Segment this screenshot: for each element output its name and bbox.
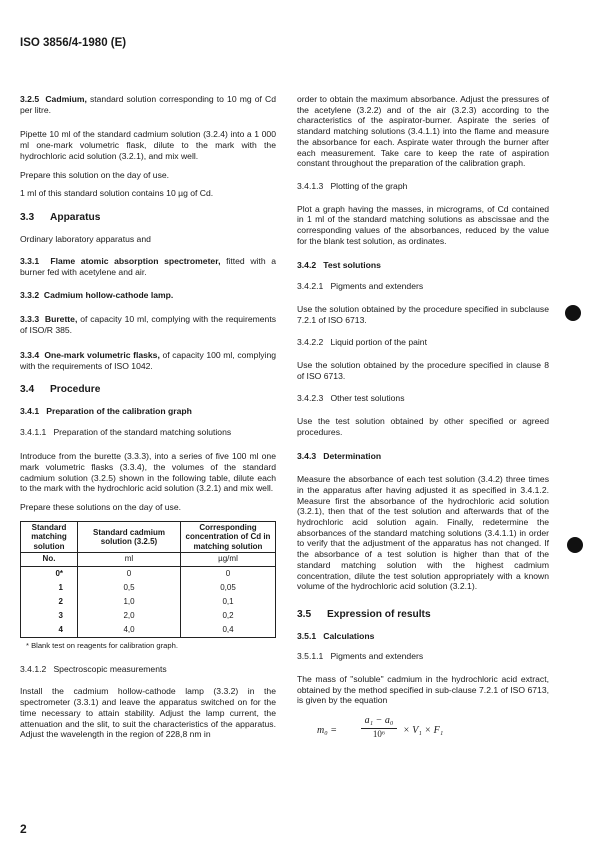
- section-3-4-2-heading: 3.4.2 Test solutions: [297, 260, 381, 271]
- section-3-2-5: 3.2.5 Cadmium, standard solution corresponding to 10 mg of Cd per litre.: [20, 94, 276, 115]
- paragraph: Prepare this solution on the day of use.: [20, 169, 170, 180]
- table-row: 4 4,0 0,4: [21, 623, 276, 638]
- paragraph: Ordinary laboratory apparatus and: [20, 233, 151, 244]
- equation-rhs: × V₁ × F₁: [403, 725, 444, 737]
- table-unit-no: No.: [21, 553, 78, 567]
- table-unit-ml: ml: [78, 553, 181, 567]
- document-header: ISO 3856/4-1980 (E): [20, 37, 127, 49]
- section-3-5-heading: 3.5 Expression of results: [297, 608, 431, 620]
- equation-lhs: m₀ =: [317, 725, 337, 737]
- table-row: 0* 0 0: [21, 567, 276, 582]
- equation-fraction: [361, 716, 397, 739]
- paragraph: 1 ml of this standard solution contains 10 µg of Cd.: [20, 188, 214, 199]
- right-column: [297, 94, 549, 750]
- table-header-no: Standard matching solution: [21, 521, 78, 553]
- paragraph: Measure the absorbance of each test solution (3.4.2) three times in the apparatus after having adjusted it as specified in 3.4.1.2. Measure first the absorbance of the hydrochloric acid solution (3.2.1), then that of the test solution and afterwards that of the hydrochloric acid solution again. Finally, redetermine the absorbances of the standard matching solutions (3.4.1.1) in order to verify that the adjustment of the apparatus has not changed. If the absorbance of a test solution is higher than that of the standard matching solution with the highest cadmium concentration, dilute the test solution appropriately with a known volume of the hydrochloric acid solution (3.2.1).: [297, 474, 549, 592]
- paragraph: Prepare these solutions on the day of use.: [20, 502, 181, 513]
- section-3-5-1-heading: 3.5.1 Calculations: [297, 630, 375, 641]
- paragraph: Use the solution obtained by the procedure specified in clause 8 of ISO 6713.: [297, 359, 549, 381]
- section-3-4-2-2-heading: 3.4.2.2 Liquid portion of the paint: [297, 337, 427, 348]
- equation-denominator: 10⁶: [372, 728, 386, 739]
- paragraph: Plot a graph having the masses, in micrograms, of Cd contained in 1 ml of the standard matching solutions as abscissae and the corresponding values of the absorbances, reduced by the value for the blank test solution, as ordinates.: [297, 203, 549, 246]
- section-3-4-1-3-heading: 3.4.1.3 Plotting of the graph: [297, 180, 408, 191]
- table-row: 1 0,5 0,05: [21, 581, 276, 595]
- table-unit-conc: µg/ml: [181, 553, 276, 567]
- equation: [317, 716, 549, 750]
- section-3-4-1-2-heading: 3.4.1.2 Spectroscopic measurements: [20, 663, 167, 674]
- paragraph: The mass of "soluble" cadmium in the hydrochloric acid extract, obtained by the method specified in sub-clause 7.2.1 of ISO 6713, is given by the equation: [297, 674, 549, 706]
- equation-numerator: a₁ − a₀: [361, 716, 397, 729]
- table-row: 3 2,0 0,2: [21, 609, 276, 623]
- left-column: [20, 94, 276, 748]
- margin-bullet-icon: [565, 305, 581, 321]
- section-3-4-1-1-heading: 3.4.1.1 Preparation of the standard matching solutions: [20, 426, 232, 437]
- table-header-ml: Standard cadmium solution (3.2.5): [78, 521, 181, 553]
- page-number: 2: [20, 822, 27, 836]
- paragraph: Use the test solution obtained by other specified or agreed procedures.: [297, 416, 549, 437]
- paragraph: Install the cadmium hollow-cathode lamp (3.3.2) in the spectrometer (3.3.1) and leave the apparatus switched on for the time necessary to attain stability. Adjust the lamp current, the attenuation and the slit, to suit the characteristics of the apparatus. Adjust the wavelength in the region of 228,8 nm in: [20, 686, 276, 740]
- section-3-3-1: 3.3.1 Flame atomic absorption spectrometer, fitted with a burner fed with acetylene and air.: [20, 256, 276, 278]
- section-3-3-2: 3.3.2 Cadmium hollow-cathode lamp.: [20, 289, 174, 300]
- section-3-4-1-heading: 3.4.1 Preparation of the calibration graph: [20, 405, 192, 416]
- paragraph: Introduce from the burette (3.3.3), into a series of five 100 ml one mark volumetric flasks (3.3.4), the volumes of the standard cadmium solution (3.2.5) shown in the following table, dilute each to the mark with the hydrochloric acid solution (3.2.1) and mix well.: [20, 451, 276, 494]
- table-row: 2 1,0 0,1: [21, 595, 276, 609]
- section-3-4-heading: 3.4 Procedure: [20, 384, 101, 396]
- calibration-table: [20, 521, 276, 638]
- section-3-5-1-1-heading: 3.5.1.1 Pigments and extenders: [297, 651, 424, 662]
- section-3-4-2-1-heading: 3.4.2.1 Pigments and extenders: [297, 281, 424, 292]
- table-header-conc: Corresponding concentration of Cd in matching solution: [181, 521, 276, 553]
- paragraph: Pipette 10 ml of the standard cadmium solution (3.2.4) into a 1 000 ml one-mark volumetric flask, dilute to the mark with the hydrochloric acid solution (3.2.1), and mix well.: [20, 129, 276, 161]
- section-3-4-3-heading: 3.4.3 Determination: [297, 451, 382, 462]
- paragraph: Use the solution obtained by the procedure specified in subclause 7.2.1 of ISO 6713.: [297, 303, 549, 325]
- section-3-3-3: 3.3.3 Burette, of capacity 10 ml, complying with the requirements of ISO/R 385.: [20, 314, 276, 336]
- table-footnote: * Blank test on reagents for calibration graph.: [26, 641, 178, 651]
- section-3-3-4: 3.3.4 One-mark volumetric flasks, of capacity 100 ml, complying with the requirements of ISO 1042.: [20, 349, 277, 371]
- section-3-3-heading: 3.3 Apparatus: [20, 211, 101, 223]
- paragraph: order to obtain the maximum absorbance. Adjust the pressures of the acetylene (3.2.2) and of the air (3.2.3) according to the characteristics of the aspirator-burner. Aspirate the series of standard matching solutions (3.4.1.1) into the flame and measure the absorbance for each. Aspirate water through the burner after each measurement. Take care to keep the rate of aspiration constant throughout the preparation of the calibration graph.: [297, 94, 549, 169]
- section-3-4-2-3-heading: 3.4.2.3 Other test solutions: [297, 393, 405, 404]
- margin-bullet-icon: [567, 537, 583, 553]
